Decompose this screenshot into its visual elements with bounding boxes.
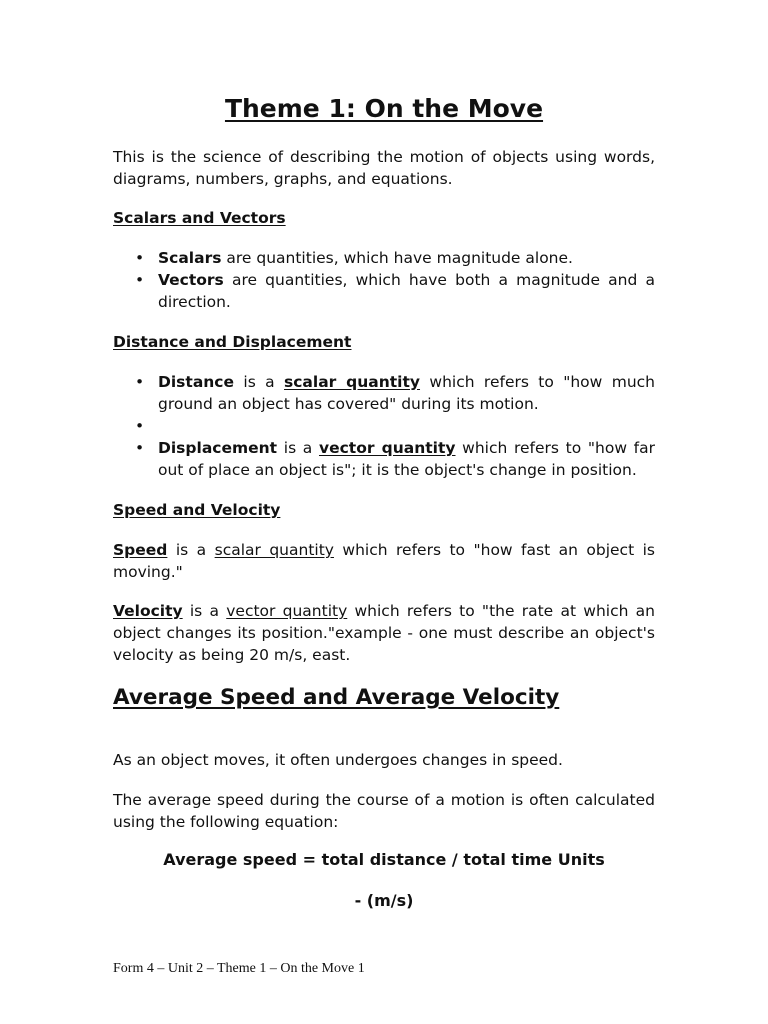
distance-connector: is a (234, 373, 285, 391)
velocity-definition: which refers to "the rate at which an object changes its position."example - one must describe an object's velocity as being 20 m/s, east. (113, 602, 655, 664)
distance-definition: which refers to "how much ground an object has covered" during its motion. (158, 373, 655, 413)
scalars-vectors-heading: Scalars and Vectors (113, 209, 286, 227)
speed-paragraph (113, 539, 655, 583)
list-item (113, 269, 655, 313)
list-item-empty (113, 415, 655, 437)
velocity-paragraph (113, 600, 655, 666)
term-scalars: Scalars (158, 249, 222, 267)
term-speed: Speed (113, 541, 168, 559)
distance-displacement-list (113, 371, 655, 481)
units-line: - (m/s) (354, 891, 414, 910)
term-vectors: Vectors (158, 271, 224, 289)
average-paragraph-1: As an object moves, it often undergoes changes in speed. (113, 751, 563, 769)
displacement-quantity-link: vector quantity (318, 439, 456, 457)
scalars-definition: are quantities, which have magnitude alone. (221, 249, 573, 267)
speed-definition: which refers to "how fast an object is moving." (113, 541, 655, 581)
term-displacement: Displacement (158, 439, 278, 457)
page-title: Theme 1: On the Move (224, 94, 544, 123)
distance-quantity-link: scalar quantity (284, 373, 421, 391)
page-footer: Form 4 – Unit 2 – Theme 1 – On the Move 1 (113, 961, 365, 976)
speed-connector: is a (167, 541, 215, 559)
average-speed-equation: Average speed = total distance / total time Units (163, 850, 605, 869)
velocity-quantity: vector quantity (226, 602, 348, 620)
term-distance: Distance (158, 373, 235, 391)
speed-quantity: scalar quantity (214, 541, 334, 559)
intro-paragraph: This is the science of describing the motion of objects using words, diagrams, numbers, graphs, and equations. (113, 148, 655, 188)
average-paragraph-2: The average speed during the course of a motion is often calculated using the following equation: (113, 791, 655, 831)
term-velocity: Velocity (113, 602, 183, 620)
list-item (113, 371, 655, 415)
displacement-definition: which refers to "how far out of place an object is"; it is the object's change in position. (158, 439, 655, 479)
list-item (113, 437, 655, 481)
speed-velocity-heading: Speed and Velocity (113, 501, 281, 519)
scalars-vectors-list (113, 247, 655, 313)
velocity-connector: is a (182, 602, 227, 620)
average-section-heading: Average Speed and Average Velocity (113, 685, 560, 710)
vectors-definition: are quantities, which have both a magnitude and a direction. (158, 271, 655, 311)
distance-displacement-heading: Distance and Displacement (113, 333, 352, 351)
displacement-connector: is a (277, 439, 319, 457)
list-item (113, 247, 655, 269)
